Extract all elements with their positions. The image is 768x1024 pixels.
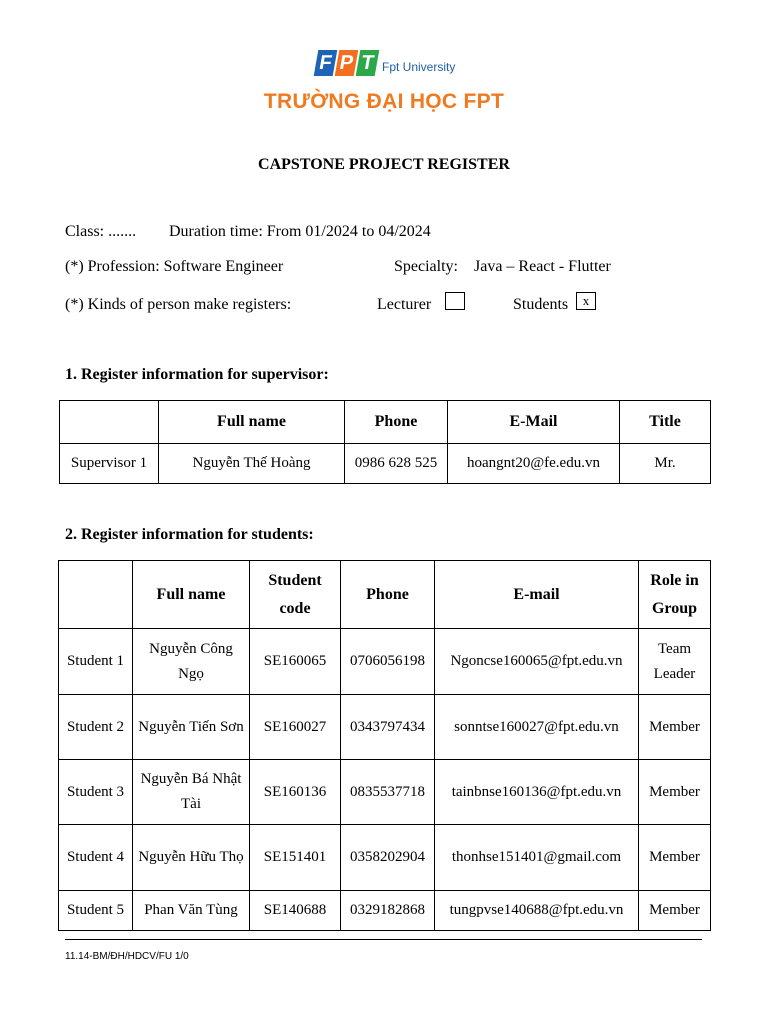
student-email: tainbnse160136@fpt.edu.vn <box>435 760 639 825</box>
student-role: Member <box>639 825 711 891</box>
lecturer-label: Lecturer <box>377 296 432 313</box>
supervisor-table <box>59 400 711 484</box>
table-row <box>60 444 711 484</box>
document-title: CAPSTONE PROJECT REGISTER <box>258 156 510 173</box>
header-student-code: Student code <box>250 561 341 629</box>
student-code: SE160136 <box>250 760 341 825</box>
student-role: Member <box>639 760 711 825</box>
header-email: E-mail <box>435 561 639 629</box>
header-role: Role in Group <box>639 561 711 629</box>
header-phone: Phone <box>341 561 435 629</box>
student-label: Student 2 <box>59 695 133 760</box>
header-title: Title <box>620 401 711 444</box>
student-code: SE140688 <box>250 891 341 931</box>
student-phone: 0706056198 <box>341 629 435 695</box>
supervisor-section-heading: 1. Register information for supervisor: <box>65 366 329 383</box>
table-row <box>59 629 711 695</box>
student-code: SE151401 <box>250 825 341 891</box>
header-phone: Phone <box>345 401 448 444</box>
header-full-name: Full name <box>159 401 345 444</box>
school-name: TRƯỜNG ĐẠI HỌC FPT <box>263 90 505 113</box>
student-name: Nguyễn Hữu Thọ <box>133 825 250 891</box>
specialty-value: Java – React - Flutter <box>474 258 611 275</box>
student-phone: 0343797434 <box>341 695 435 760</box>
student-code: SE160065 <box>250 629 341 695</box>
student-phone: 0329182868 <box>341 891 435 931</box>
profession-field: (*) Profession: Software Engineer <box>65 258 284 275</box>
supervisor-header-row <box>60 401 711 444</box>
footer-divider <box>65 939 702 940</box>
specialty-label: Specialty: <box>394 258 458 275</box>
logo-university-text: Fpt University <box>382 60 456 74</box>
student-phone: 0358202904 <box>341 825 435 891</box>
student-role: Member <box>639 695 711 760</box>
table-row <box>59 891 711 931</box>
logo-letter-f: F <box>314 50 338 76</box>
header-full-name: Full name <box>133 561 250 629</box>
student-role: Member <box>639 891 711 931</box>
supervisor-name: Nguyễn Thế Hoàng <box>159 444 345 484</box>
table-row <box>59 760 711 825</box>
student-label: Student 3 <box>59 760 133 825</box>
student-label: Student 4 <box>59 825 133 891</box>
table-row <box>59 825 711 891</box>
lecturer-checkbox[interactable] <box>445 292 465 310</box>
footer-code: 11.14-BM/ĐH/HDCV/FU 1/0 <box>65 951 189 962</box>
student-name: Nguyễn Tiến Sơn <box>133 695 250 760</box>
students-checkbox[interactable]: x <box>576 292 596 310</box>
student-email: thonhse151401@gmail.com <box>435 825 639 891</box>
student-email: Ngoncse160065@fpt.edu.vn <box>435 629 639 695</box>
student-label: Student 1 <box>59 629 133 695</box>
supervisor-phone: 0986 628 525 <box>345 444 448 484</box>
students-section-heading: 2. Register information for students: <box>65 526 314 543</box>
students-label: Students <box>513 296 569 313</box>
student-code: SE160027 <box>250 695 341 760</box>
class-field: Class: ....... <box>65 223 137 240</box>
student-name: Nguyễn Công Ngọ <box>133 629 250 695</box>
supervisor-title: Mr. <box>620 444 711 484</box>
student-label: Student 5 <box>59 891 133 931</box>
table-row <box>59 695 711 760</box>
student-role: Team Leader <box>639 629 711 695</box>
header-email: E-Mail <box>448 401 620 444</box>
header-cell <box>59 561 133 629</box>
student-name: Phan Văn Tùng <box>133 891 250 931</box>
student-name: Nguyễn Bá Nhật Tài <box>133 760 250 825</box>
student-phone: 0835537718 <box>341 760 435 825</box>
duration-field: Duration time: From 01/2024 to 04/2024 <box>169 223 431 240</box>
supervisor-email: hoangnt20@fe.edu.vn <box>448 444 620 484</box>
logo-letter-t: T <box>356 50 380 76</box>
supervisor-label: Supervisor 1 <box>60 444 159 484</box>
kinds-label: (*) Kinds of person make registers: <box>65 296 292 313</box>
student-email: tungpvse140688@fpt.edu.vn <box>435 891 639 931</box>
students-header-row <box>59 561 711 629</box>
students-table <box>58 560 711 931</box>
student-email: sonntse160027@fpt.edu.vn <box>435 695 639 760</box>
header-cell <box>60 401 159 444</box>
logo-letter-p: P <box>335 50 359 76</box>
